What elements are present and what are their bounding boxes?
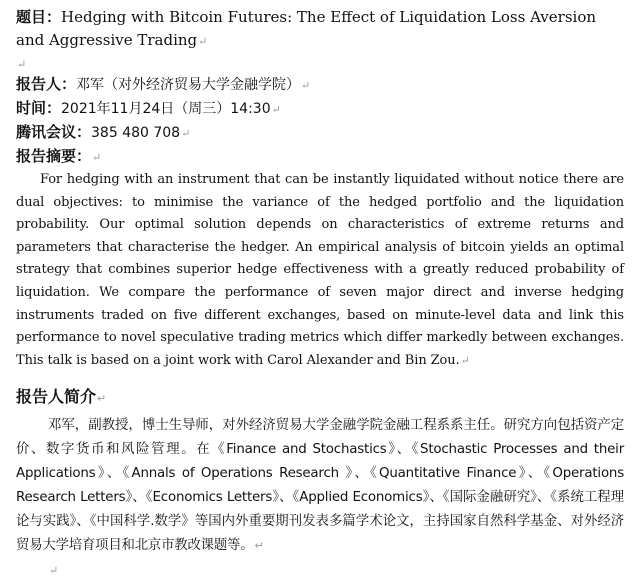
paragraph-mark: ↵ xyxy=(181,127,191,140)
time-value: 2021年11月24日（周三）14:30 xyxy=(61,101,271,117)
paragraph-mark: ↵ xyxy=(301,79,311,92)
paragraph-mark: ↵ xyxy=(198,35,208,48)
meeting-line xyxy=(16,121,624,145)
bio-text xyxy=(16,414,624,558)
paragraph-mark: ↵ xyxy=(254,539,264,553)
abstract-label: 报告摘要： xyxy=(16,147,92,165)
empty-line xyxy=(48,558,624,582)
time-label: 时间： xyxy=(16,99,62,117)
title-label: 题目： xyxy=(16,8,62,26)
meeting-id: 385 480 708 xyxy=(91,125,181,141)
title-text: Hedging with Bitcoin Futures: The Effect of Liquidation Loss Aversion and Aggressive Trading xyxy=(16,8,597,49)
bio-body: 邓军，副教授，博士生导师，对外经济贸易大学金融学院金融工程系系主任。研究方向包括资产定价、数字货币和风险管理。在《Finance and Stochastics》、《Stochastic Processes and their Applications》、《Annals of Operations Research 》、《Quantitative Finance》、《Operations Research Letters》、《Economics Letters》、《Applied Economics》、《国际金融研究》、《系统工程理论与实践》、《中国科学.数学》等国内外重要期刊发表多篇学术论文，主持国家自然科学基金、对外经济贸易大学培育项目和北京市教改课题等。 xyxy=(16,418,624,554)
paragraph-mark: ↵ xyxy=(17,58,27,71)
paragraph-mark: ↵ xyxy=(97,392,107,406)
abstract-heading xyxy=(16,145,624,169)
abstract-body: For hedging with an instrument that can be instantly liquidated without notice there are dual objectives: to minimise the variance of the hedged portfolio and the liquidation probability. Our optimal solution depends on characteristics of extreme returns and parameters that characterise the hedger. An empirical analysis of bitcoin yields an optimal strategy that combines superior hedge effectiveness with a greatly reduced probability of liquidation. We compare the performance of seven major direct and inverse hedging instruments traded on five different exchanges, based on minute-level data and link this performance to novel speculative trading metrics which differ markedly between exchanges. This talk is based on a joint work with Carol Alexander and Bin Zou. xyxy=(16,172,624,368)
document-page xyxy=(16,6,624,582)
meeting-label: 腾讯会议： xyxy=(16,123,92,141)
bio-heading-text: 报告人简介 xyxy=(16,387,97,407)
speaker-line xyxy=(16,73,624,97)
time-line xyxy=(16,97,624,121)
empty-line xyxy=(16,53,624,73)
speaker-value: 邓军（对外经济贸易大学金融学院） xyxy=(76,77,301,93)
paragraph-mark: ↵ xyxy=(271,103,281,116)
bio-heading xyxy=(16,384,624,412)
paragraph-mark: ↵ xyxy=(460,353,470,367)
paragraph-mark: ↵ xyxy=(92,151,102,164)
speaker-label: 报告人： xyxy=(16,75,77,93)
talk-title xyxy=(16,6,624,53)
abstract-text xyxy=(16,169,624,372)
paragraph-mark: ↵ xyxy=(49,564,59,578)
